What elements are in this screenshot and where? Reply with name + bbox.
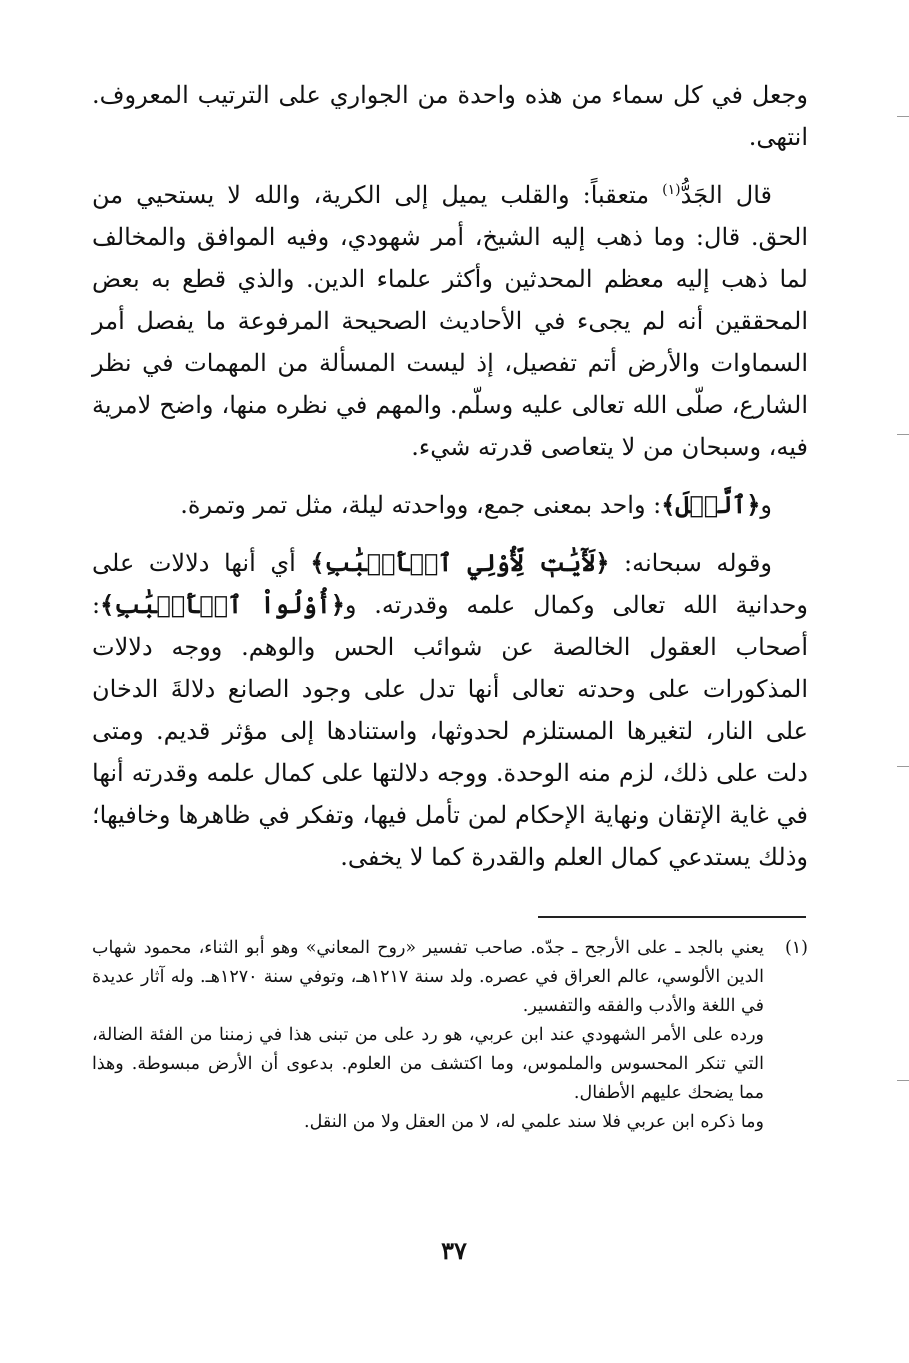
paragraph-2-prefix: قال الجَدُّ [680, 181, 772, 209]
main-text [92, 74, 808, 878]
footnote-line: ورده على الأمر الشهودي عند ابن عربي، هو رد على من تبنى هذا في زمننا من الفئة الضالة، التي تنكر المحسوس والملموس، وما اكتشف من العلوم. بدعوى أن الأرض مبسوطة. وهذا مما يضحك عليهم الأطفال. [92, 1025, 764, 1103]
paragraph-4 [92, 542, 808, 878]
quran-quote-night: ﴿ٱلَّيۡلَ﴾ [661, 490, 761, 519]
margin-mark [897, 434, 909, 435]
footnote-divider [538, 916, 806, 918]
paragraph-2 [92, 174, 808, 468]
paragraph-3 [92, 484, 808, 526]
footnote-line: يعني بالجد ـ على الأرجح ـ جدّه. صاحب تفسير «روح المعاني» وهو أبو الثناء، محمود شهاب الدين الألوسي، عالم العراق في عصره. ولد سنة ١٢١٧هـ، وتوفي سنة ١٢٧٠هـ. وله آثار عديدة في اللغة والأدب والفقه والتفسير. [92, 938, 764, 1016]
footnote-body [92, 934, 764, 1137]
margin-mark [897, 1080, 909, 1081]
margin-mark [897, 116, 909, 117]
paragraph-2-text: متعقباً: والقلب يميل إلى الكرية، والله لا يستحيي من الحق. قال: وما ذهب إليه الشيخ، أمر شهودي، وفيه الموافق والمخالف لما ذهب إليه معظم المحدثين وأكثر علماء الدين. والذي قطع به بعض المحققين أنه لم يجىء في الأحاديث الصحيحة المرفوعة ما يفصل أمر السماوات والأرض أتم تفصيل، إذ ليست المسألة من المهمات في نظر الشارع، صلّى الله تعالى عليه وسلّم. والمهم في نظره منها، واضح لامرية فيه، وسبحان من لا يتعاصى قدرته شيء. [92, 181, 808, 461]
footnote-1 [92, 934, 808, 1137]
footnote-line: وما ذكره ابن عربي فلا سند علمي له، لا من العقل ولا من النقل. [304, 1112, 764, 1132]
paragraph-4-text: : أصحاب العقول الخالصة عن شوائب الحس والوهم. ووجه دلالات المذكورات على وحدته تعالى أنها تدل على وجود الصانع دلالةَ الدخان على النار، لتغيرها المستلزم لحدوثها، واستنادها إلى مؤثر قديم. ومتى دلت على ذلك، لزم منه الوحدة. ووجه دلالتها على كمال علمه وقدرته أنها في غاية الإتقان ونهاية الإحكام لمن تأمل فيها، وتفكر في ظاهرها وخافيها؛ وذلك يستدعي كمال العلم والقدرة كما لا يخفى. [92, 591, 809, 871]
paragraph-3-text: : واحد بمعنى جمع، وواحدته ليلة، مثل تمر وتمرة. [180, 491, 662, 519]
paragraph-3-prefix: و [760, 491, 772, 519]
quran-quote-minds: ﴿أُوْلُواْ ٱلۡأَلۡبَٰبِ﴾ [100, 590, 345, 619]
footnote-number: (١) [784, 938, 808, 958]
page-number: ٣٧ [441, 1236, 467, 1265]
paragraph-1-text: وجعل في كل سماء من هذه واحدة من الجواري على الترتيب المعروف. انتهى. [92, 81, 808, 151]
paragraph-4-mid: أي أنها دلالات على وحدانية الله تعالى وكمال علمه وقدرته. و [92, 549, 808, 619]
paragraph-1 [92, 74, 808, 158]
footnotes [92, 934, 808, 1137]
footnote-marker[interactable]: (١) [662, 182, 681, 198]
paragraph-4-lead: وقوله سبحانه: [609, 549, 772, 577]
margin-mark [897, 766, 909, 767]
quran-quote-signs: ﴿لَأٓيَٰتٖ لِّأُوْلِي ٱلۡأَلۡبَٰبِ﴾ [310, 548, 610, 577]
